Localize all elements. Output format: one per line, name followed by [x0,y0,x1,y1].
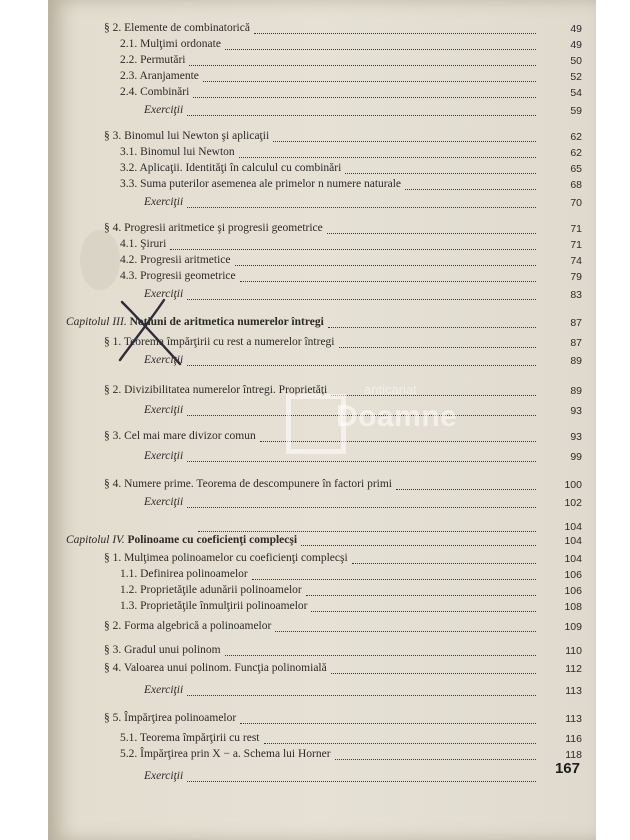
dot-leader [240,723,536,724]
exercises-label: Exerciţii [144,288,184,300]
toc-entry [48,178,596,194]
page-ref: 113 [565,713,582,725]
toc-entry [48,104,596,120]
dot-leader [225,49,536,50]
dot-leader [198,531,536,532]
toc-entry [48,662,596,678]
chapter-name: Noţiuni de aritmetica numerelor întregi [129,316,324,328]
dot-leader [187,365,536,366]
dot-leader [405,189,536,190]
section-title: § 4. Progresii aritmetice şi progresii geometrice [104,222,323,234]
page-ref: 70 [570,197,582,209]
toc-entry [48,534,596,550]
toc-entry [48,38,596,54]
toc-entry [48,254,596,270]
page-ref: 65 [570,163,582,175]
dot-leader [327,233,536,234]
subsection-title: 3.2. Aplicaţii. Identităţi în calculul cu combinări [120,162,342,174]
dot-leader [187,507,536,508]
page-ref: 62 [570,147,582,159]
exercises-label: Exerciţii [144,354,184,366]
subsection-title: 1.3. Proprietăţile înmulţirii polinoamelor [120,600,308,612]
toc-entry [48,584,596,600]
section-title: § 3. Gradul unui polinom [104,644,221,656]
subsection-title: 4.1. Şiruri [120,238,167,250]
dot-leader [170,249,536,250]
toc-entry [48,384,596,400]
page-ref: 52 [570,71,582,83]
toc-entry [48,222,596,238]
toc-entry [48,496,596,512]
toc-entry [48,54,596,70]
page-ref: 109 [564,621,582,633]
page-ref: 113 [565,685,582,697]
page-ref: 104 [564,521,582,533]
page-ref: 74 [570,255,582,267]
page-ref: 71 [570,223,582,235]
toc-entry [48,748,596,764]
dot-leader [239,157,536,158]
exercises-label: Exerciţii [144,450,184,462]
toc-entry [48,70,596,86]
dot-leader [345,173,536,174]
subsection-title: 2.3. Aranjamente [120,70,199,82]
section-title: § 3. Cel mai mare divizor comun [104,430,256,442]
section-title: § 1. Teorema împărţirii cu rest a numerelor întregi [104,336,335,348]
toc-entry [48,712,596,728]
dot-leader [252,579,536,580]
page-ref: 118 [565,749,582,761]
page-ref: 83 [570,289,582,301]
dot-leader [273,141,536,142]
dot-leader [264,743,536,744]
pen-x-mark-icon [118,298,188,368]
page-ref: 49 [570,23,582,35]
chapter-title [66,316,324,328]
page-ref: 93 [570,405,582,417]
page-ref: 110 [565,645,582,657]
page-ref: 112 [565,663,582,675]
dot-leader [187,115,536,116]
watermark-text: Doamne [336,400,458,433]
dot-leader [328,327,536,328]
dot-leader [187,207,536,208]
subsection-title: 2.4. Combinări [120,86,190,98]
toc-entry [48,86,596,102]
toc-entry [48,684,596,700]
subsection-title: 3.1. Binomul lui Newton [120,146,235,158]
section-title: § 1. Mulţimea polinoamelor cu coeficienţi complecşi [104,552,348,564]
page-number: 167 [554,760,580,777]
chapter-title [66,534,297,546]
chapter-name: Polinoame cu coeficienţi complecşi [127,534,298,546]
dot-leader [331,395,536,396]
page-ref: 87 [570,337,582,349]
dot-leader [187,781,536,782]
dot-leader [335,759,536,760]
subsection-title: 5.2. Împărţirea prin X − a. Schema lui Horner [120,748,331,760]
dot-leader [240,281,536,282]
dot-leader [187,299,536,300]
subsection-title: 2.1. Mulţimi ordonate [120,38,221,50]
toc-entry [48,450,596,466]
exercises-label: Exerciţii [144,684,184,696]
dot-leader [187,415,536,416]
page-ref: 89 [570,355,582,367]
dot-leader [311,611,536,612]
dot-leader [203,81,536,82]
toc-entry [48,732,596,748]
exercises-label: Exerciţii [144,196,184,208]
toc-entry [48,162,596,178]
section-title: § 4. Numere prime. Teorema de descompunere în factori primi [104,478,392,490]
subsection-title: 2.2. Permutări [120,54,186,66]
page-ref: 106 [564,569,582,581]
page-ref: 104 [564,535,582,547]
dot-leader [352,563,536,564]
dot-leader [275,631,536,632]
toc-entry [48,196,596,212]
toc-entry [48,620,596,636]
toc-entry [48,270,596,286]
page-ref: 54 [570,87,582,99]
page-ref: 99 [570,451,582,463]
subsection-title: 3.3. Suma puterilor asemenea ale primelor n numere naturale [120,178,402,190]
toc-entry [48,478,596,494]
page-ref: 59 [570,105,582,117]
exercises-label: Exerciţii [144,104,184,116]
page-ref: 102 [564,497,582,509]
exercises-label: Exerciţii [144,496,184,508]
dot-leader [301,545,536,546]
toc-entry [48,146,596,162]
dot-leader [235,265,536,266]
dot-leader [187,461,536,462]
page-ref: 108 [564,601,582,613]
dot-leader [254,33,536,34]
toc-entry [48,404,596,420]
dot-leader [189,65,536,66]
page-ref: 89 [570,385,582,397]
toc-entry [48,568,596,584]
page-ref: 104 [564,553,582,565]
page-ref: 106 [564,585,582,597]
section-title: § 2. Forma algebrică a polinoamelor [104,620,272,632]
toc-entry [48,238,596,254]
dot-leader [331,673,536,674]
exercises-label: Exerciţii [144,404,184,416]
page-ref: 50 [570,55,582,67]
section-title: § 2. Elemente de combinatorică [104,22,250,34]
section-title: § 2. Divizibilitatea numerelor întregi. Proprietăţi [104,384,328,396]
toc-entry [48,22,596,38]
toc-entry [48,430,596,446]
page-ref: 79 [570,271,582,283]
page-ref: 49 [570,39,582,51]
subsection-title: 1.1. Definirea polinoamelor [120,568,248,580]
page-ref: 93 [570,431,582,443]
subsection-title: 5.1. Teorema împărţirii cu rest [120,732,260,744]
dot-leader [260,441,536,442]
toc-entry [48,600,596,616]
page-ref: 100 [564,479,582,491]
section-title: § 3. Binomul lui Newton şi aplicaţii [104,130,270,142]
page-ref: 62 [570,131,582,143]
dot-leader [193,97,536,98]
page-ref: 116 [565,733,582,745]
chapter-label: Capitolul III. [66,316,127,328]
page [48,0,596,840]
page-ref: 87 [570,317,582,329]
page-ref: 71 [570,239,582,251]
subsection-title: 4.3. Progresii geometrice [120,270,236,282]
exercises-label: Exerciţii [144,770,184,782]
dot-leader [187,695,536,696]
toc-entry [48,552,596,568]
section-title: § 5. Împărţirea polinoamelor [104,712,237,724]
section-title: § 4. Valoarea unui polinom. Funcţia polinomială [104,662,327,674]
dot-leader [339,347,536,348]
subsection-title: 1.2. Proprietăţile adunării polinoamelor [120,584,302,596]
dot-leader [225,655,536,656]
dot-leader [306,595,536,596]
chapter-label: Capitolul IV. [66,534,125,546]
toc-entry [48,644,596,660]
toc-entry [48,130,596,146]
page-ref: 68 [570,179,582,191]
subsection-title: 4.2. Progresii aritmetice [120,254,231,266]
watermark-sub: anticariat [364,382,417,397]
toc-entry [48,770,596,786]
dot-leader [396,489,536,490]
